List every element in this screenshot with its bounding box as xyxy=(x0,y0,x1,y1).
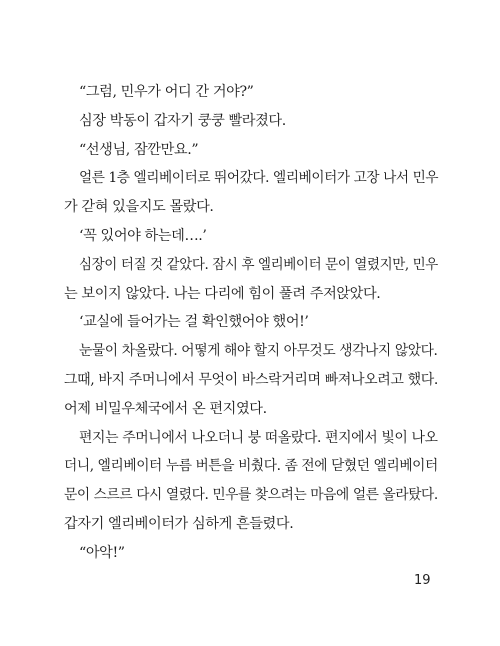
text-line: ‘꼭 있어야 하는데….’ xyxy=(79,228,207,244)
text-line: 는 보이지 않았다. 나는 다리에 힘이 풀려 주저앉았다. xyxy=(64,286,381,302)
text-line: “아악!” xyxy=(79,545,125,561)
text-line: 심장이 터질 것 같았다. 잠시 후 엘리베이터 문이 열렸지만, 민우 xyxy=(79,257,438,273)
text-line: ‘교실에 들어가는 걸 확인했어야 했어!’ xyxy=(79,314,309,330)
page-number: 19 xyxy=(414,573,431,588)
text-line: 그때, 바지 주머니에서 무엇이 바스락거리며 빠져나오려고 했다. xyxy=(64,372,438,388)
text-line: 문이 스르르 다시 열렸다. 민우를 찾으려는 마음에 얼른 올라탔다. xyxy=(64,487,438,503)
text-line: 심장 박동이 갑자기 쿵쿵 빨라졌다. xyxy=(79,113,286,129)
text-line: 갑자기 엘리베이터가 심하게 흔들렸다. xyxy=(64,516,294,532)
text-line: “선생님, 잠깐만요.” xyxy=(79,142,199,158)
text-line: “그럼, 민우가 어디 간 거야?” xyxy=(79,84,254,100)
text-line: 눈물이 차올랐다. 어떻게 해야 할지 아무것도 생각나지 않았다. xyxy=(79,343,438,359)
text-line: 더니, 엘리베이터 누름 버튼을 비췄다. 좀 전에 닫혔던 엘리베이터 xyxy=(64,458,438,474)
text-line: 가 갇혀 있을지도 몰랐다. xyxy=(64,199,214,215)
text-line: 얼른 1층 엘리베이터로 뛰어갔다. 엘리베이터가 고장 나서 민우 xyxy=(79,170,439,186)
text-line: 어제 비밀우체국에서 온 편지였다. xyxy=(64,401,267,417)
text-line: 편지는 주머니에서 나오더니 붕 떠올랐다. 편지에서 빛이 나오 xyxy=(79,430,438,446)
